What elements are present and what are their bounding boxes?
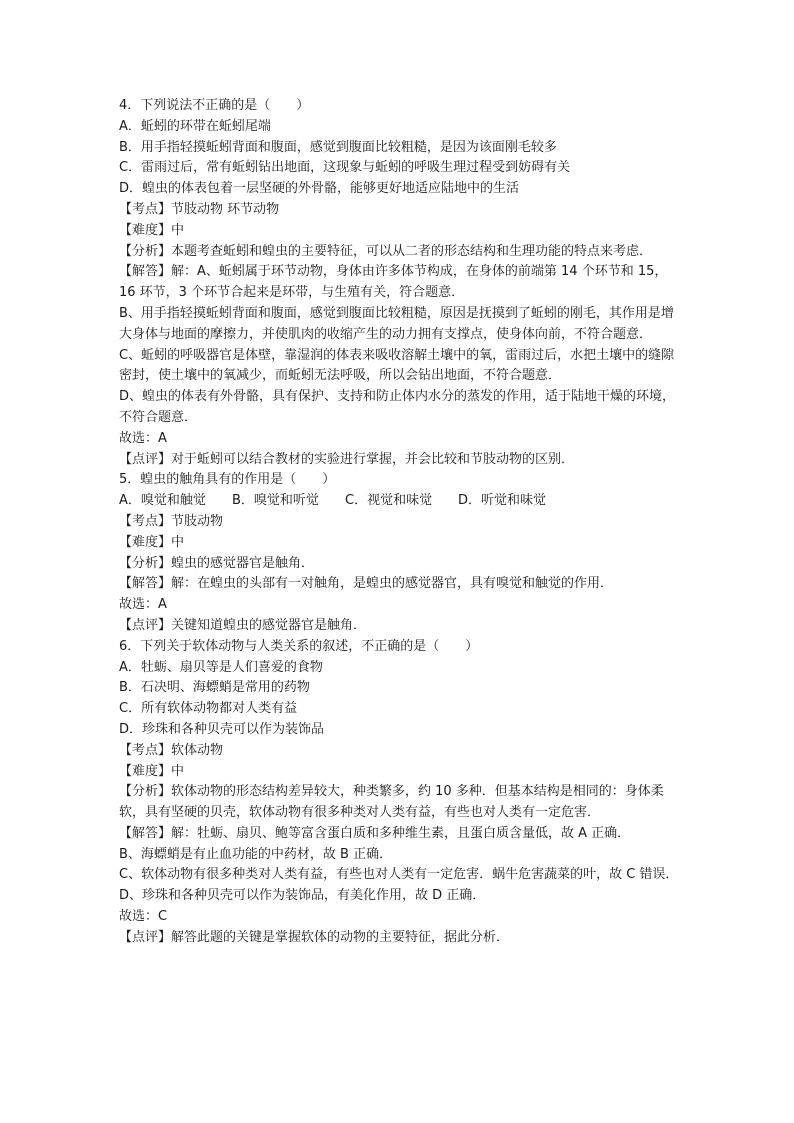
q5-answer: 故选：A bbox=[119, 597, 167, 613]
q6-jieda-d: D、珍珠和各种贝壳可以作为装饰品，有美化作用，故 D 正确． bbox=[119, 888, 486, 904]
q4-option-a: A．蚯蚓的环带在蚯蚓尾端 bbox=[119, 118, 271, 134]
q6-fenxi: 【分析】软体动物的形态结构差异较大，种类繁多，约 10 多种．但基本结构是相同的：身体柔软，具有坚硬的贝壳，软体动物有很多种类对人类有益，有些也对人类有一定危害． bbox=[119, 784, 664, 821]
q4-jieda-b: B、用手指轻摸蚯蚓背面和腹面，感觉到腹面比较粗糙，原因是抚摸到了蚯蚓的刚毛，其作用是增大身体与地面的摩擦力，并使肌肉的收缩产生的动力拥有支撑点，使身体向前，不符合题意． bbox=[119, 305, 674, 342]
q4-option-b: B．用手指轻摸蚯蚓背面和腹面，感觉到腹面比较粗糙，是因为该面刚毛较多 bbox=[119, 139, 557, 155]
q5-option-c: C．视觉和味觉 bbox=[345, 493, 433, 509]
q5-nandu: 【难度】中 bbox=[119, 534, 185, 550]
q4-kaodian: 【考点】节肢动物 环节动物 bbox=[119, 201, 280, 217]
q6-jieda-a: 【解答】解：牡蛎、扇贝、鲍等富含蛋白质和多种维生素，且蛋白质含量低，故 A 正确． bbox=[119, 825, 631, 841]
q5-stem: 5．蝗虫的触角具有的作用是（ ） bbox=[119, 472, 336, 488]
q6-kaodian: 【考点】软体动物 bbox=[119, 742, 224, 758]
q4-answer: 故选：A bbox=[119, 430, 167, 446]
q4-jieda-d: D、蝗虫的体表有外骨骼，具有保护、支持和防止体内水分的蒸发的作用，适于陆地干燥的环境，不符合题意． bbox=[119, 389, 676, 425]
q6-jieda-c: C、软体动物有很多种类对人类有益，有些也对人类有一定危害．蜗牛危害蔬菜的叶，故 C 错误． bbox=[119, 867, 679, 883]
q6-stem: 6．下列关于软体动物与人类关系的叙述，不正确的是（ ） bbox=[119, 638, 479, 654]
q4-fenxi: 【分析】本题考查蚯蚓和蝗虫的主要特征，可以从二者的形态结构和生理功能的特点来考虑． bbox=[119, 243, 653, 259]
q6-option-c: C．所有软体动物都对人类有益 bbox=[119, 701, 298, 717]
q4-stem: 4．下列说法不正确的是（ ） bbox=[119, 98, 310, 113]
q4-jieda-a: 【解答】解：A、蚯蚓属于环节动物，身体由许多体节构成，在身体的前端第 14 个环节和 15，16 环节，3 个环节合起来是环带，与生殖有关，符合题意． bbox=[119, 264, 668, 301]
q6-option-a: A．牡蛎、扇贝等是人们喜爱的食物 bbox=[119, 659, 323, 675]
q4-option-c: C．雷雨过后，常有蚯蚓钻出地面，这现象与蚯蚓的呼吸生理过程受到妨碍有关 bbox=[119, 160, 571, 176]
q4-jieda-c: C、蚯蚓的呼吸器官是体壁，靠湿润的体表来吸收溶解土壤中的氧，雷雨过后，水把土壤中的缝隙密封，使土壤中的氧减少，而蚯蚓无法呼吸，所以会钻出地面，不符合题意． bbox=[119, 347, 675, 384]
q5-option-d: D．听觉和味觉 bbox=[458, 493, 547, 509]
page-content bbox=[119, 96, 681, 949]
q5-options-row bbox=[119, 491, 681, 512]
q6-nandu: 【难度】中 bbox=[119, 763, 185, 779]
q6-option-b: B．石决明、海螵蛸是常用的药物 bbox=[119, 680, 310, 696]
q6-answer: 故选：C bbox=[119, 909, 168, 925]
q5-jieda: 【解答】解：在蝗虫的头部有一对触角，是蝗虫的感觉器官，具有嗅觉和触觉的作用． bbox=[119, 576, 614, 592]
q5-option-a: A．嗅觉和触觉 bbox=[119, 493, 206, 509]
q5-dianping: 【点评】关键知道蝗虫的感觉器官是触角． bbox=[119, 617, 367, 633]
q6-option-d: D．珍珠和各种贝壳可以作为装饰品 bbox=[119, 721, 325, 737]
q4-nandu: 【难度】中 bbox=[119, 222, 185, 238]
q6-jieda-b: B、海螵蛸是有止血功能的中药材，故 B 正确． bbox=[119, 846, 393, 862]
q4-dianping: 【点评】对于蚯蚓可以结合教材的实验进行掌握，并会比较和节肢动物的区别． bbox=[119, 451, 575, 467]
q6-dianping: 【点评】解答此题的关键是掌握软体的动物的主要特征，据此分析． bbox=[119, 929, 510, 945]
q4-option-d: D．蝗虫的体表包着一层坚硬的外骨骼，能够更好地适应陆地中的生活 bbox=[119, 181, 520, 197]
q5-kaodian: 【考点】节肢动物 bbox=[119, 513, 224, 529]
q5-fenxi: 【分析】蝗虫的感觉器官是触角． bbox=[119, 555, 315, 571]
q5-option-b: B．嗅觉和听觉 bbox=[232, 493, 319, 509]
